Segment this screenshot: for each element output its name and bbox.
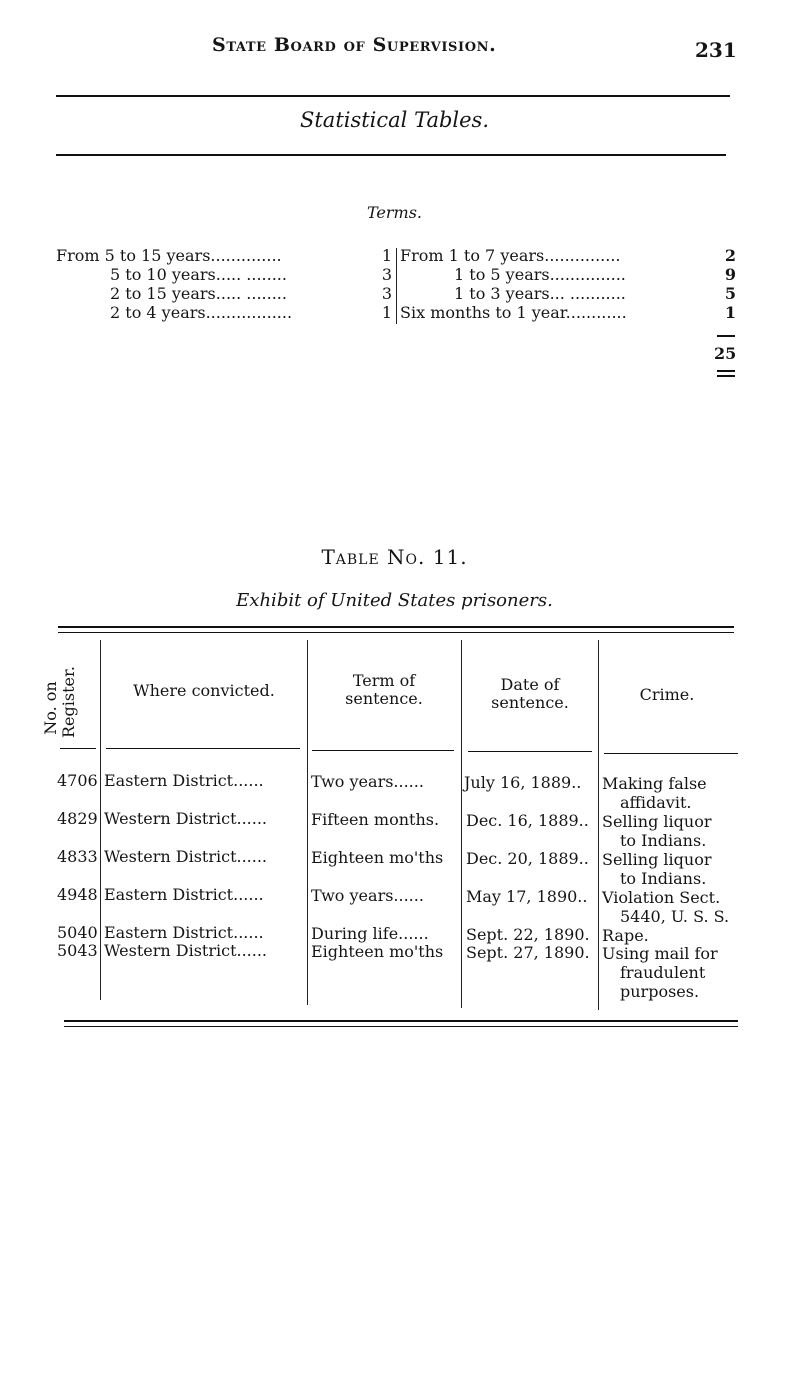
header-crime: Crime. bbox=[639, 685, 695, 704]
table-top-rule bbox=[58, 632, 734, 633]
header-underline bbox=[604, 753, 738, 754]
header-term-line2: sentence. bbox=[345, 689, 423, 708]
terms-heading: Terms. bbox=[366, 203, 422, 222]
cell-where: Western District...... bbox=[104, 941, 268, 960]
cell-where: Eastern District...... bbox=[104, 885, 264, 904]
sum-double-rule bbox=[717, 375, 735, 377]
cell-register-no: 4833 bbox=[57, 847, 98, 866]
column-divider bbox=[100, 640, 101, 1000]
term-count: 3 bbox=[381, 265, 392, 284]
header-date-line2: sentence. bbox=[491, 693, 569, 712]
cell-crime-cont: to Indians. bbox=[620, 831, 707, 850]
term-label: 5 to 10 years..... ........ bbox=[110, 265, 287, 284]
table-title: Table No. 11. bbox=[321, 545, 468, 569]
cell-term: Two years...... bbox=[311, 886, 424, 905]
term-label: From 5 to 15 years.............. bbox=[56, 246, 282, 265]
cell-date: Dec. 20, 1889.. bbox=[466, 849, 589, 868]
cell-crime: Selling liquor bbox=[602, 850, 712, 869]
cell-crime-cont: purposes. bbox=[620, 982, 700, 1001]
cell-date: July 16, 1889.. bbox=[464, 773, 582, 792]
header-underline bbox=[468, 751, 592, 752]
cell-where: Western District...... bbox=[104, 847, 268, 866]
section-subtitle: Statistical Tables. bbox=[299, 108, 490, 132]
term-label: 2 to 15 years..... ........ bbox=[110, 284, 287, 303]
cell-where: Eastern District...... bbox=[104, 923, 264, 942]
cell-crime-cont: 5440, U. S. S. bbox=[620, 907, 730, 926]
table-top-rule bbox=[58, 626, 734, 628]
term-label: 1 to 5 years............... bbox=[454, 265, 626, 284]
cell-term: During life...... bbox=[311, 924, 429, 943]
cell-crime: Making false bbox=[602, 774, 707, 793]
terms-total: 25 bbox=[714, 344, 737, 363]
cell-date: May 17, 1890.. bbox=[466, 887, 588, 906]
table-subtitle: Exhibit of United States prisoners. bbox=[236, 590, 553, 611]
header-no-on-register: No. on Register. bbox=[41, 666, 78, 738]
cell-crime-cont: affidavit. bbox=[620, 793, 692, 812]
cell-register-no: 5043 bbox=[57, 941, 98, 960]
cell-where: Eastern District...... bbox=[104, 771, 264, 790]
header-term-of-sentence bbox=[310, 672, 458, 708]
cell-date: Sept. 27, 1890. bbox=[466, 943, 590, 962]
cell-crime: Using mail for bbox=[602, 944, 718, 963]
term-count: 5 bbox=[724, 284, 736, 303]
cell-register-no: 4706 bbox=[57, 771, 98, 790]
header-where-convicted: Where convicted. bbox=[133, 681, 275, 700]
page-header bbox=[0, 34, 789, 74]
terms-divider bbox=[396, 248, 397, 324]
top-rule bbox=[56, 95, 730, 97]
column-divider bbox=[307, 640, 308, 1005]
sum-rule bbox=[717, 335, 735, 337]
term-label: 2 to 4 years................. bbox=[110, 303, 293, 322]
term-count: 1 bbox=[381, 246, 392, 265]
term-label: From 1 to 7 years............... bbox=[400, 246, 621, 265]
cell-term: Eighteen mo'ths bbox=[311, 848, 444, 867]
cell-register-no: 5040 bbox=[57, 923, 98, 942]
header-date-of-sentence bbox=[464, 676, 596, 712]
term-count: 1 bbox=[381, 303, 392, 322]
cell-term: Two years...... bbox=[311, 772, 424, 791]
sum-double-rule bbox=[717, 370, 735, 372]
cell-date: Sept. 22, 1890. bbox=[466, 925, 590, 944]
term-count: 3 bbox=[381, 284, 392, 303]
cell-register-no: 4829 bbox=[57, 809, 98, 828]
cell-crime-cont: fraudulent bbox=[620, 963, 706, 982]
column-divider bbox=[598, 640, 599, 1010]
term-label: Six months to 1 year............ bbox=[400, 303, 627, 322]
cell-date: Dec. 16, 1889.. bbox=[466, 811, 589, 830]
cell-crime: Violation Sect. bbox=[602, 888, 721, 907]
header-term-line1: Term of bbox=[352, 671, 416, 690]
running-title: State Board of Supervision. bbox=[212, 34, 497, 56]
header-date-line1: Date of bbox=[500, 675, 560, 694]
cell-where: Western District...... bbox=[104, 809, 268, 828]
cell-register-no: 4948 bbox=[57, 885, 98, 904]
header-underline bbox=[312, 750, 454, 751]
header-underline bbox=[106, 748, 300, 749]
term-count: 9 bbox=[724, 265, 736, 284]
header-underline bbox=[60, 748, 96, 749]
table-bottom-rule bbox=[64, 1020, 738, 1022]
table-bottom-rule bbox=[64, 1026, 738, 1027]
term-label: 1 to 3 years... ........... bbox=[454, 284, 626, 303]
page-number: 231 bbox=[695, 38, 737, 62]
term-count: 2 bbox=[724, 246, 736, 265]
cell-term: Eighteen mo'ths bbox=[311, 942, 444, 961]
cell-crime-cont: to Indians. bbox=[620, 869, 707, 888]
subtitle-rule bbox=[56, 154, 726, 156]
cell-crime: Selling liquor bbox=[602, 812, 712, 831]
term-count: 1 bbox=[724, 303, 736, 322]
column-divider bbox=[461, 640, 462, 1008]
cell-term: Fifteen months. bbox=[311, 810, 440, 829]
cell-crime: Rape. bbox=[602, 926, 649, 945]
